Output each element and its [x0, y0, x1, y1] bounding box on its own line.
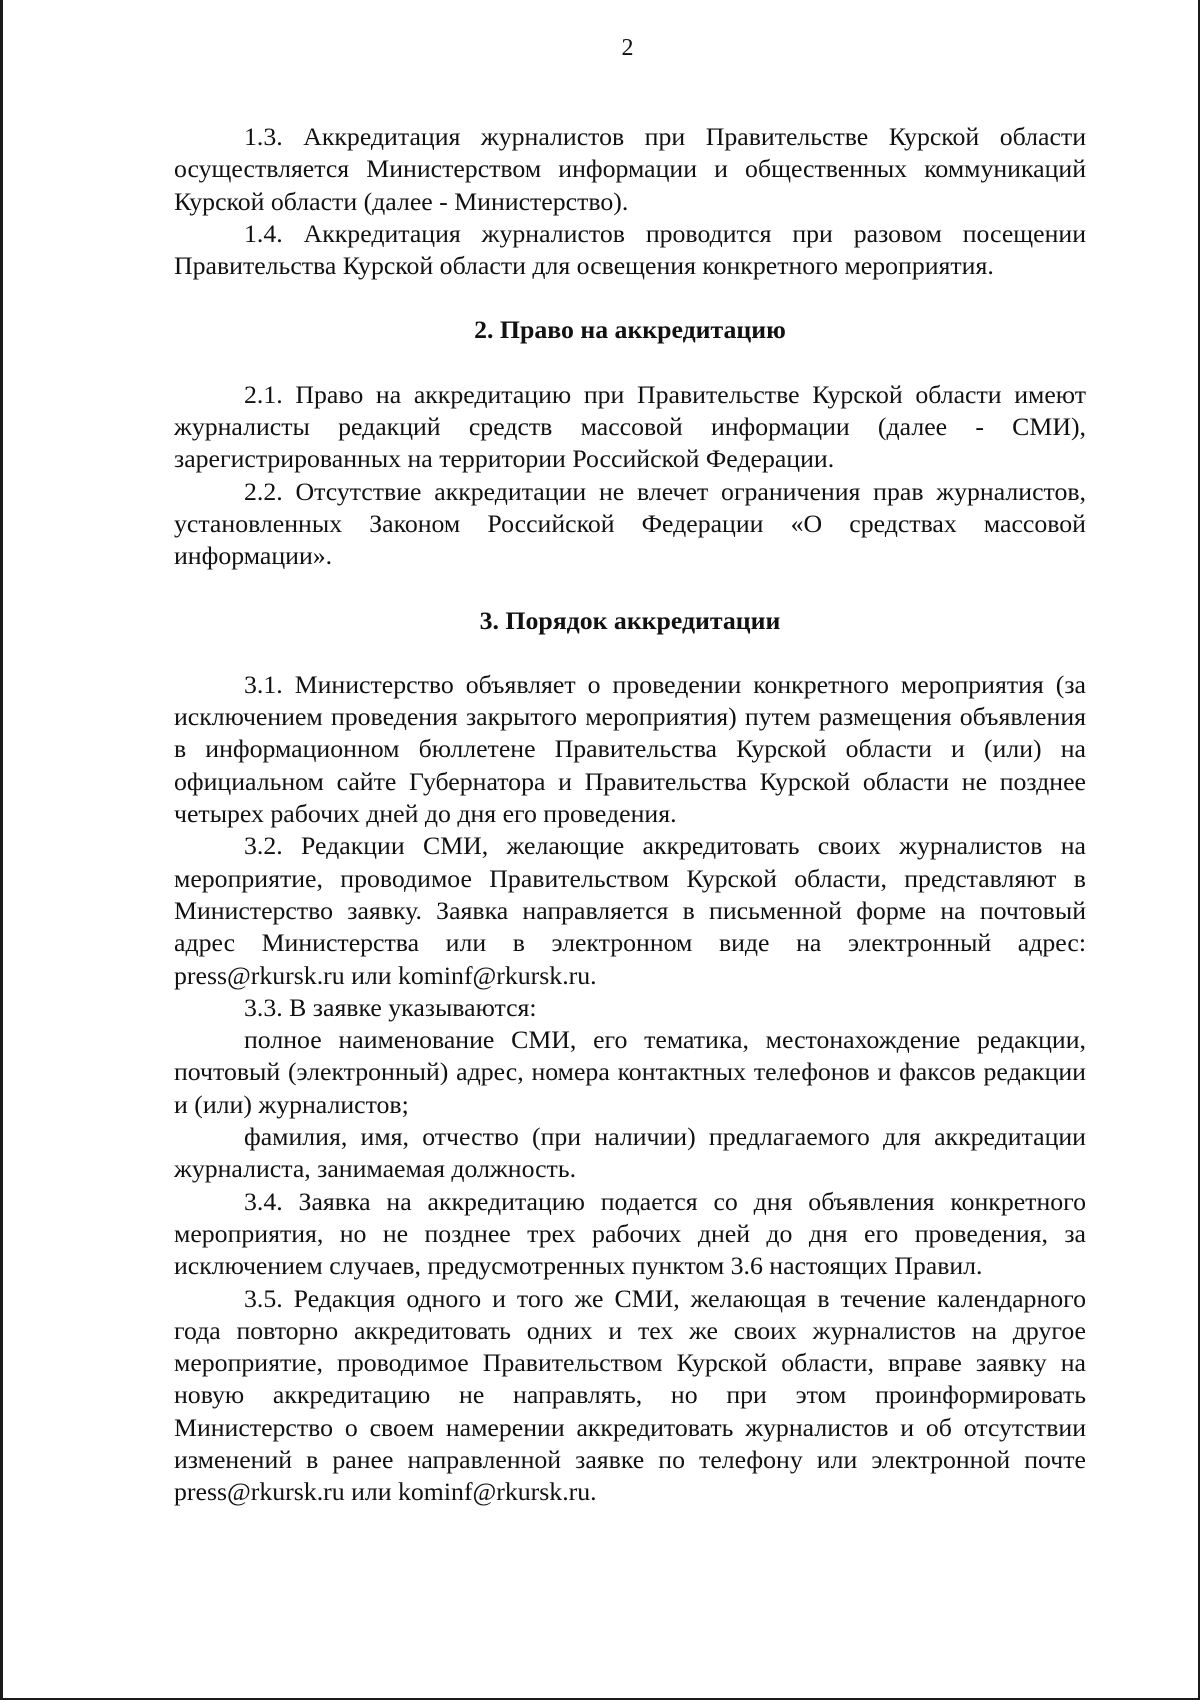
section-heading-2: 2. Право на аккредитацию	[474, 315, 786, 345]
paragraph-3-4: 3.4. Заявка на аккредитацию подается со дня объявления конкретного мероприятия, но не позднее трех рабочих дней до дня его проведения, за исключением случаев, предусмотренных пунктом 3.6 настоящих Правил.	[174, 1186, 1086, 1281]
document-body	[174, 121, 1086, 1509]
scan-border-left	[0, 0, 3, 1700]
paragraph-3-3-item-2: фамилия, имя, отчество (при наличии) предлагаемого для аккредитации журналиста, занимаемая должность.	[174, 1122, 1086, 1184]
paragraph-3-1: 3.1. Министерство объявляет о проведении конкретного мероприятия (за исключением проведения закрытого мероприятия) путем размещения объявления в информационном бюллетене Правительства Курской области и (или) на официальном сайте Губернатора и Правительства Курской области не позднее четырех рабочих дней до дня его проведения.	[174, 669, 1086, 829]
paragraph-3-3: 3.3. В заявке указываются:	[244, 992, 537, 1022]
paragraph-1-3: 1.3. Аккредитация журналистов при Правительстве Курской области осуществляется Министерством информации и общественных коммуникаций Курской области (далее - Министерство).	[174, 122, 1086, 216]
section-heading-3: 3. Порядок аккредитации	[479, 605, 781, 635]
paragraph-2-2: 2.2. Отсутствие аккредитации не влечет ограничения прав журналистов, установленных Законом Российской Федерации «О средствах массовой информации».	[174, 476, 1086, 571]
page-number: 2	[621, 35, 634, 61]
paragraph-3-2: 3.2. Редакции СМИ, желающие аккредитовать своих журналистов на мероприятие, проводимое Правительством Курской области, представляют в Министерство заявку. Заявка направляется в письменной форме на почтовый адрес Министерства или в электронном виде на электронный адрес: press@rkursk.ru или kominf@rkursk.ru.	[174, 831, 1086, 990]
paragraph-1-4: 1.4. Аккредитация журналистов проводится при разовом посещении Правительства Курской области для освещения конкретного мероприятия.	[174, 218, 1086, 281]
paragraph-2-1: 2.1. Право на аккредитацию при Правительстве Курской области имеют журналисты редакций средств массовой информации (далее - СМИ), зарегистрированных на территории Российской Федерации.	[174, 379, 1086, 474]
paragraph-3-5: 3.5. Редакция одного и того же СМИ, желающая в течение календарного года повторно аккредитовать одних и тех же своих журналистов на другое мероприятие, проводимое Правительством Курской области, вправе заявку на новую аккредитацию не направлять, но при этом проинформировать Министерство о своем намерении аккредитовать журналистов и об отсутствии изменений в ранее направленной заявке по телефону или электронной почте press@rkursk.ru или kominf@rkursk.ru.	[174, 1283, 1086, 1507]
paragraph-3-3-item-1: полное наименование СМИ, его тематика, местонахождение редакции, почтовый (электронный) адрес, номера контактных телефонов и факсов редакции и (или) журналистов;	[174, 1025, 1086, 1119]
